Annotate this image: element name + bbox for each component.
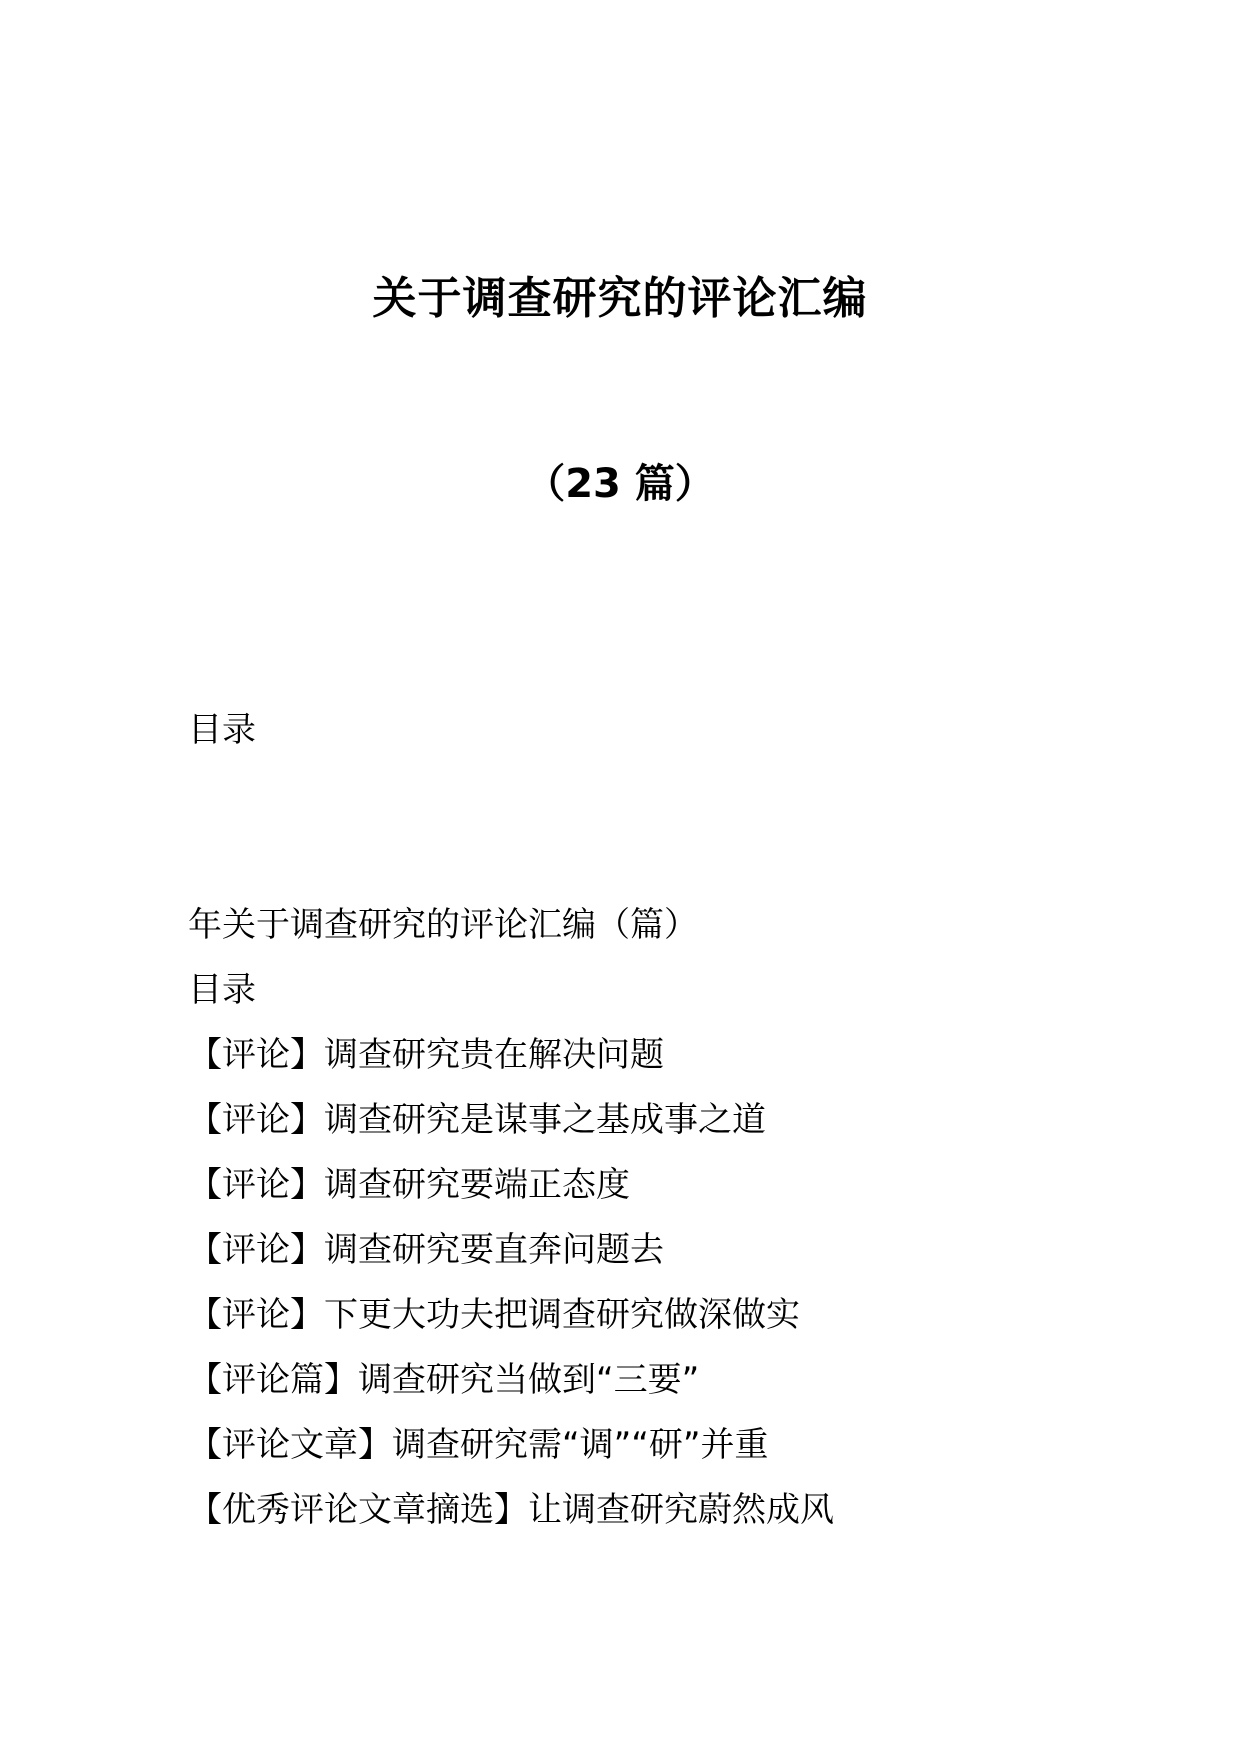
document-title: 关于调查研究的评论汇编	[372, 273, 868, 324]
toc-item: 目录	[188, 970, 256, 1010]
toc-item: 【优秀评论文章摘选】让调查研究蔚然成风	[188, 1490, 834, 1530]
toc-heading: 目录	[188, 710, 256, 750]
document-subtitle: （23 篇）	[525, 461, 715, 507]
toc-item: 【评论】调查研究是谋事之基成事之道	[188, 1100, 766, 1140]
toc-item: 【评论文章】调查研究需“调”“研”并重	[188, 1425, 769, 1465]
toc-item: 年关于调查研究的评论汇编（篇）	[188, 905, 698, 945]
toc-item: 【评论篇】调查研究当做到“三要”	[188, 1360, 700, 1400]
toc-item: 【评论】调查研究贵在解决问题	[188, 1035, 664, 1075]
toc-item: 【评论】下更大功夫把调查研究做深做实	[188, 1295, 800, 1335]
toc-item: 【评论】调查研究要直奔问题去	[188, 1230, 664, 1270]
toc-list	[188, 900, 834, 1550]
toc-item: 【评论】调查研究要端正态度	[188, 1165, 630, 1205]
